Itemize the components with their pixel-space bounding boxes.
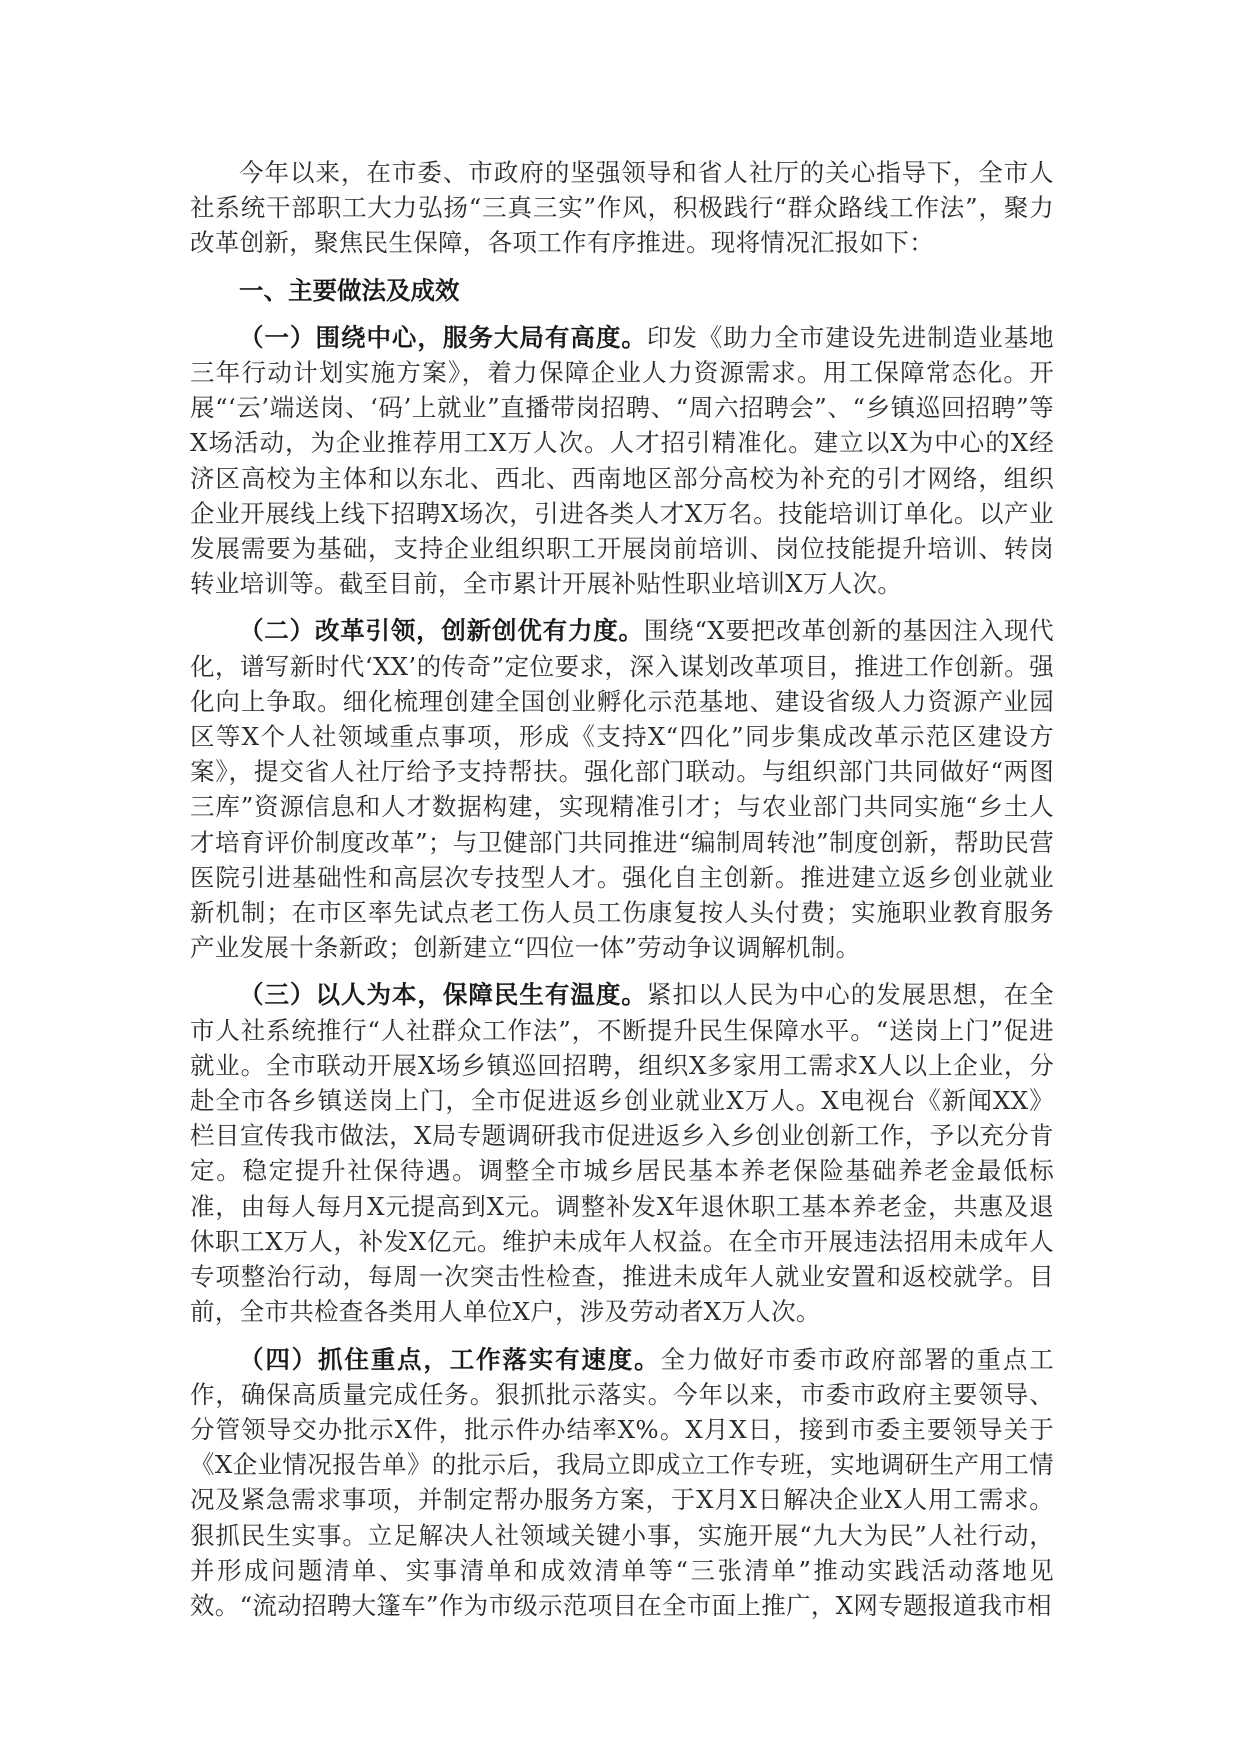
section-lead-2: （二）改革引领，创新创优有力度。 [239, 616, 644, 646]
section-body-4: 全力做好市委市政府部署的重点工作，确保高质量完成任务。狠抓批示落实。今年以来，市委市政府主要领导、分管领导交办批示X件，批示件办结率X%。X月X日，接到市委主要领导关于《X企业情况报告单》的批示后，我局立即成立工作专班，实地调研生产用工情况及紧急需求事项，并制定帮办服务方案，于X月X日解决企业X人用工需求。狠抓民生实事。立足解决人社领域关键小事，实施开展“九大为民”人社行动，并形成问题清单、实事清单和成效清单等“三张清单”推动实践活动落地见效。“流动招聘大篷车”作为市级示范项目在全市面上推广，X网专题报道我市相 [190, 1344, 1054, 1620]
section-paragraph-3 [190, 977, 1054, 1329]
section-body-3: 紧扣以人民为中心的发展思想，在全市人社系统推行“人社群众工作法”，不断提升民生保障水平。“送岗上门”促进就业。全市联动开展X场乡镇巡回招聘，组织X多家用工需求X人以上企业，分赴全市各乡镇送岗上门，全市促进返乡创业就业X万人。X电视台《新闻XX》栏目宣传我市做法，X局专题调研我市促进返乡入乡创业创新工作，予以充分肯定。稳定提升社保待遇。调整全市城乡居民基本养老保险基础养老金最低标准，由每人每月X元提高到X元。调整补发X年退休职工基本养老金，共惠及退休职工X万人，补发X亿元。维护未成年人权益。在全市开展违法招用未成年人专项整治行动，每周一次突击性检查，推进未成年人就业安置和返校就学。目前，全市共检查各类用人单位X户，涉及劳动者X万人次。 [190, 980, 1054, 1327]
section-body-2: 围绕“X要把改革创新的基因注入现代化，谱写新时代‘XX’的传奇”定位要求，深入谋划改革项目，推进工作创新。强化向上争取。细化梳理创建全国创业孵化示范基地、建设省级人力资源产业园区等X个人社领域重点事项，形成《支持X“四化”同步集成改革示范区建设方案》，提交省人社厅给予支持帮扶。强化部门联动。与组织部门共同做好“两图三库”资源信息和人才数据构建，实现精准引才；与农业部门共同实施“乡土人才培育评价制度改革”；与卫健部门共同推进“编制周转池”制度创新，帮助民营医院引进基础性和高层次专技型人才。强化自主创新。推进建立返乡创业就业新机制；在市区率先试点老工伤人员工伤康复按人头付费；实施职业教育服务产业发展十条新政；创新建立“四位一体”劳动争议调解机制。 [190, 616, 1054, 963]
document-page [190, 155, 1054, 1635]
section-lead-1: （一）围绕中心，服务大局有高度。 [239, 322, 647, 352]
section-paragraph-4 [190, 1342, 1054, 1624]
section-body-1: 印发《助力全市建设先进制造业基地三年行动计划实施方案》，着力保障企业人力资源需求。用工保障常态化。开展“‘云’端送岗、‘码’上就业”直播带岗招聘、“周六招聘会”、“乡镇巡回招聘”等X场活动，为企业推荐用工X万人次。人才招引精准化。建立以X为中心的X经济区高校为主体和以东北、西北、西南地区部分高校为补充的引才网络，组织企业开展线上线下招聘X场次，引进各类人才X万名。技能培训订单化。以产业发展需要为基础，支持企业组织职工开展岗前培训、岗位技能提升培训、转岗转业培训等。截至目前，全市累计开展补贴性职业培训X万人次。 [190, 322, 1054, 599]
section-lead-4: （四）抓住重点，工作落实有速度。 [239, 1344, 661, 1374]
section-paragraph-1 [190, 320, 1054, 602]
intro-paragraph: 今年以来，在市委、市政府的坚强领导和省人社厅的关心指导下，全市人社系统干部职工大力弘扬“三真三实”作风，积极践行“群众路线工作法”，聚力改革创新，聚焦民生保障，各项工作有序推进。现将情况汇报如下： [190, 158, 1054, 258]
section-paragraph-2 [190, 613, 1054, 965]
section-heading: 一、主要做法及成效 [239, 275, 460, 305]
section-lead-3: （三）以人为本，保障民生有温度。 [239, 980, 647, 1010]
